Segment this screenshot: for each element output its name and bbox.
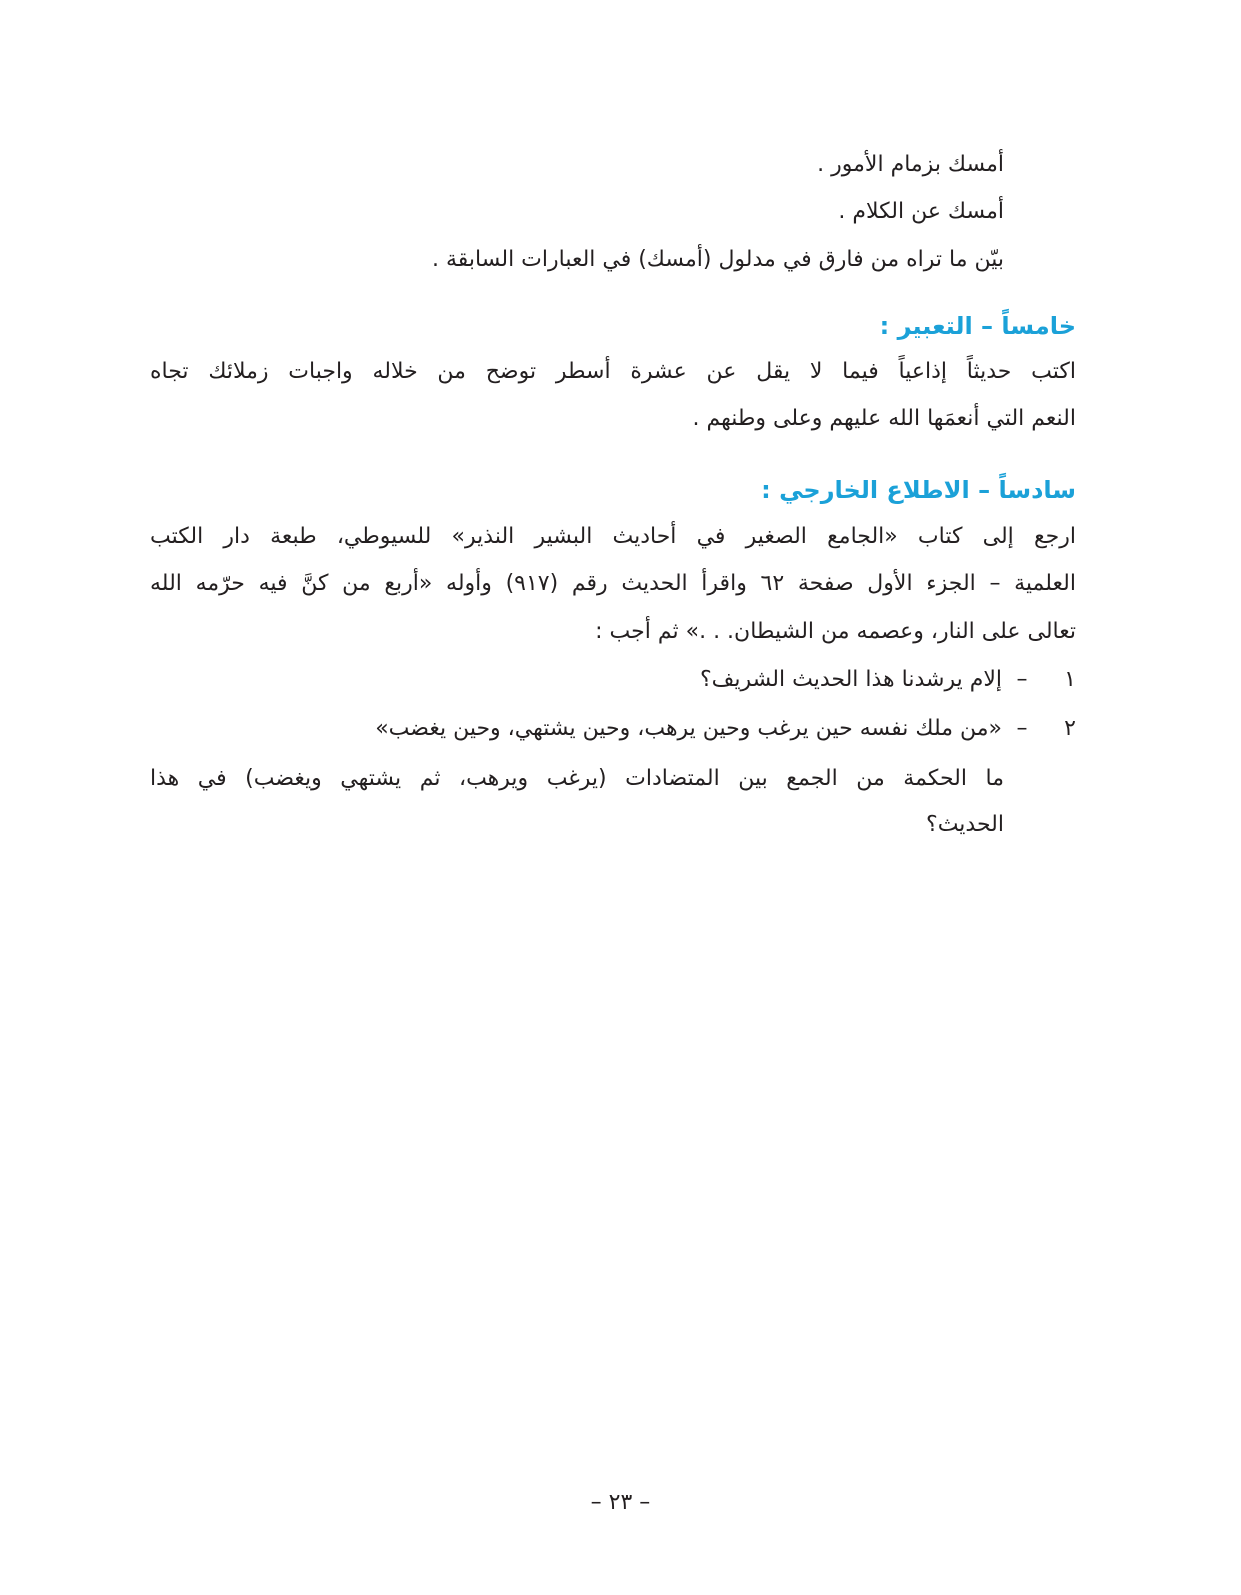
question-1	[700, 660, 1076, 700]
section-heading-external-reading: سادساً – الاطلاع الخارجي :	[761, 476, 1076, 504]
question-2-text: «من ملك نفسه حين يرغب وحين يرهب، وحين يشتهي، وحين يغضب»	[375, 716, 1002, 741]
text-line-3: بيّن ما تراه من فارق في مدلول (أمسك) في العبارات السابقة .	[432, 247, 1004, 272]
section-heading-expression: خامساً – التعبير :	[879, 312, 1076, 340]
question-2	[375, 709, 1076, 749]
question-2-continuation-line-2: الحديث؟	[926, 812, 1004, 837]
text-line-1: أمسك بزمام الأمور .	[817, 152, 1004, 177]
reading-paragraph-line-1: ارجع إلى كتاب «الجامع الصغير في أحاديث البشير النذير» للسيوطي، طبعة دار الكتب	[150, 524, 1076, 549]
reading-paragraph-line-3: تعالى على النار، وعصمه من الشيطان. . .» ثم أجب :	[595, 619, 1076, 644]
question-1-dash: –	[1016, 667, 1028, 692]
question-2-continuation-line-1: ما الحكمة من الجمع بين المتضادات (يرغب ويرهب، ثم يشتهي ويغضب) في هذا	[150, 766, 1004, 791]
expression-paragraph-line-2: النعم التي أنعمَها الله عليهم وعلى وطنهم .	[692, 406, 1076, 431]
expression-paragraph-line-1: اكتب حديثاً إذاعياً فيما لا يقل عن عشرة أسطر توضح من خلاله واجبات زملائك تجاه	[150, 359, 1076, 384]
question-2-number: ٢	[1064, 716, 1076, 741]
question-1-text: إلام يرشدنا هذا الحديث الشريف؟	[699, 667, 1002, 692]
reading-paragraph-line-2: العلمية – الجزء الأول صفحة ٦٢ واقرأ الحديث رقم (٩١٧) وأوله «أربع من كنَّ فيه حرّمه الله	[150, 571, 1076, 596]
text-line-2: أمسك عن الكلام .	[838, 199, 1004, 224]
question-1-number: ١	[1064, 667, 1076, 692]
question-2-dash: –	[1016, 716, 1028, 741]
page-number: – ٢٣ –	[590, 1490, 651, 1515]
